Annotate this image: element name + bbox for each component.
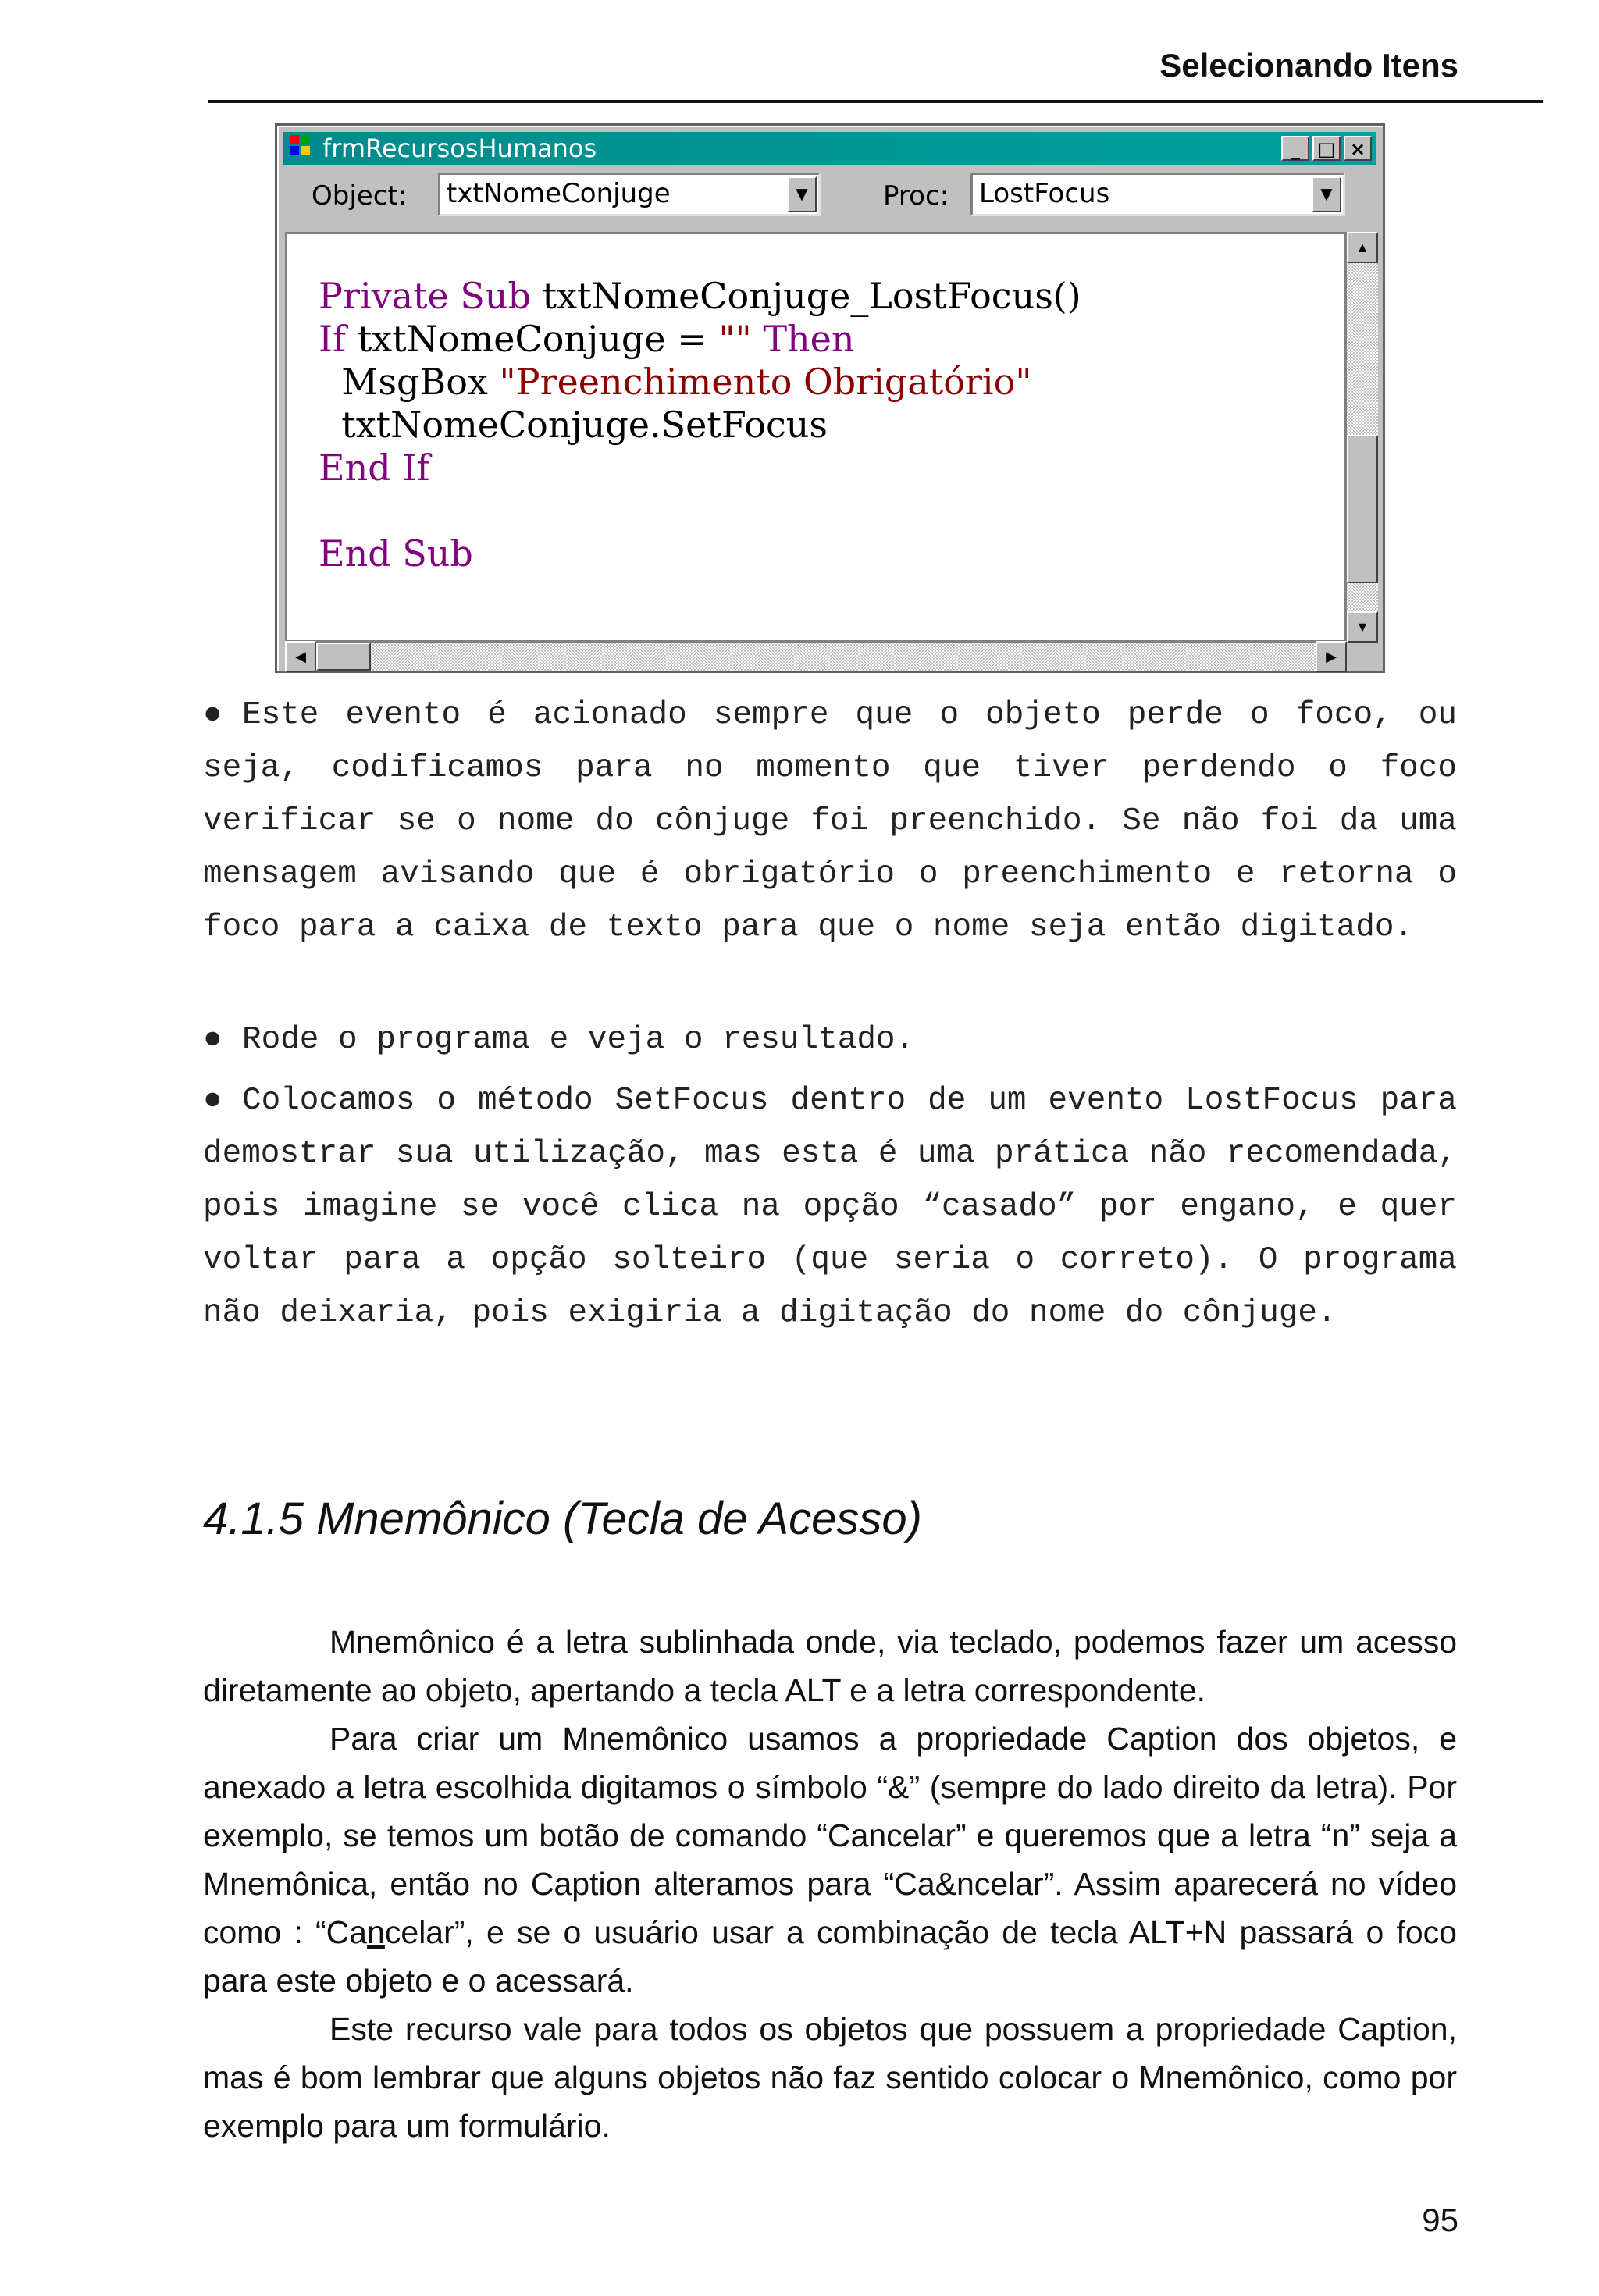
scroll-thumb[interactable]	[316, 643, 371, 671]
paragraph: Mnemônico é a letra sublinhada onde, via teclado, podemos fazer um acesso diretamente ao objeto, apertando a tecla ALT e a letra correspondente.	[203, 1624, 1457, 1708]
window-title: frmRecursosHumanos	[322, 133, 597, 163]
bullet-icon: ●	[203, 1022, 223, 1058]
vb-form-icon	[290, 135, 316, 162]
chevron-down-icon[interactable]: ▼	[787, 176, 817, 212]
code-line: txtNomeConjuge.SetFocus	[319, 404, 828, 446]
close-icon[interactable]: ×	[1344, 136, 1372, 161]
scroll-left-icon[interactable]: ◀	[285, 641, 316, 672]
code-window	[275, 123, 1385, 673]
section-heading: 4.1.5 Mnemônico (Tecla de Acesso)	[203, 1493, 922, 1544]
code-line: End Sub	[319, 532, 473, 575]
scroll-down-icon[interactable]: ▼	[1347, 611, 1378, 643]
proc-dropdown[interactable]	[970, 173, 1345, 216]
paragraph: Este recurso vale para todos os objetos que possuem a propriedade Caption, mas é bom lembrar que alguns objetos não faz sentido colocar o Mnemônico, como por exemplo para um formulário.	[203, 2011, 1457, 2144]
code-line: MsgBox "Preenchimento Obrigatório"	[319, 361, 1032, 403]
window-titlebar[interactable]	[283, 132, 1376, 165]
maximize-icon[interactable]: □	[1312, 136, 1341, 161]
object-dropdown[interactable]	[438, 173, 821, 216]
object-label: Object:	[312, 180, 408, 212]
page-number: 95	[1422, 2202, 1458, 2238]
bullet-icon: ●	[203, 697, 223, 733]
mnemonic-letter: n	[367, 1914, 385, 1950]
code-line: Private Sub txtNomeConjuge_LostFocus()	[319, 275, 1081, 317]
code-toolbar	[283, 169, 1376, 219]
code-line: End If	[319, 447, 430, 489]
running-header: Selecionando Itens	[1159, 47, 1458, 84]
bullet-item: ● Colocamos o método SetFocus dentro de um evento LostFocus para demostrar sua utilização, mas esta é uma prática não recomendada, pois imagine se você clica na opção “casado” por engano, e quer voltar para a opção solteiro (que seria o correto). O programa não deixaria, pois exigiria a digitação do nome do cônjuge.	[203, 1074, 1457, 1340]
bullet-item: ● Rode o programa e veja o resultado.	[203, 1013, 1457, 1066]
proc-value: LostFocus	[979, 178, 1110, 209]
horizontal-scrollbar[interactable]	[285, 643, 1347, 671]
scroll-up-icon[interactable]: ▲	[1347, 232, 1378, 263]
chevron-down-icon[interactable]: ▼	[1312, 176, 1341, 212]
vertical-scrollbar[interactable]	[1347, 232, 1378, 643]
object-value: txtNomeConjuge	[447, 178, 671, 209]
proc-label: Proc:	[883, 180, 949, 212]
header-rule	[208, 100, 1543, 103]
bullet-item: ● Este evento é acionado sempre que o objeto perde o foco, ou seja, codificamos para no momento que tiver perdendo o foco verificar se o nome do cônjuge foi preenchido. Se não foi da uma mensagem avisando que é obrigatório o preenchimento e retorna o foco para a caixa de texto para que o nome seja então digitado.	[203, 689, 1457, 954]
paragraph: Para criar um Mnemônico usamos a propriedade Caption dos objetos, e anexado a letra escolhida digitamos o símbolo “&” (sempre do lado direito da letra). Por exemplo, se temos um botão de comando “Cancelar” e queremos que a letra “n” seja a Mnemônica, então no Caption alteramos para “Ca&ncelar”. Assim aparecerá no vídeo como : “Cancelar”, e se o usuário usar a combinação de tecla ALT+N passará o foco para este objeto e o acessará.	[203, 1721, 1457, 1999]
code-editor[interactable]	[285, 232, 1347, 643]
bullet-icon: ●	[203, 1083, 223, 1119]
minimize-icon[interactable]: _	[1281, 136, 1309, 161]
scroll-right-icon[interactable]: ▶	[1316, 641, 1347, 672]
scroll-thumb[interactable]	[1347, 435, 1378, 583]
code-line: If txtNomeConjuge = "" Then	[319, 318, 855, 360]
